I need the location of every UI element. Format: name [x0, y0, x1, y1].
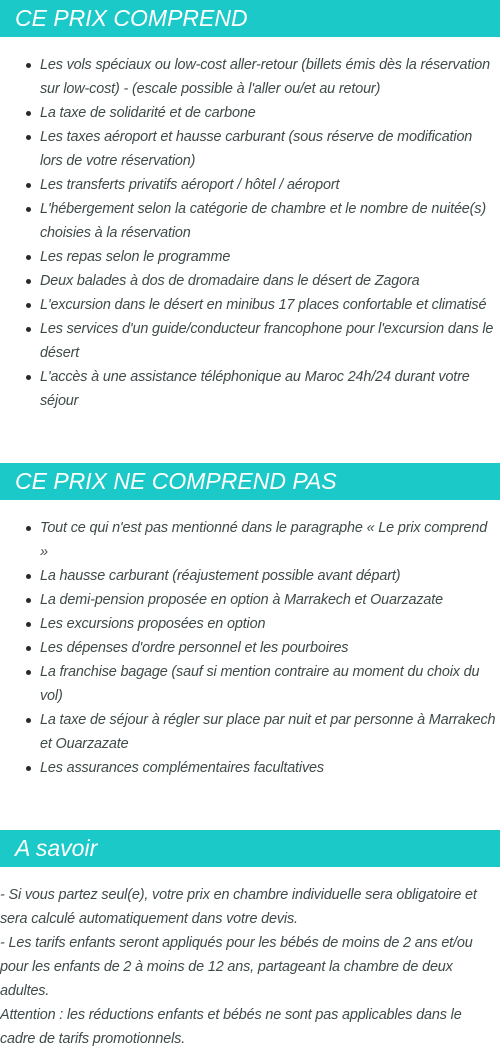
bullet-icon — [26, 718, 31, 723]
bullet-icon — [26, 255, 31, 260]
list-item-text: Les assurances complémentaires facultatives — [40, 760, 324, 776]
list-item-text: Les transferts privatifs aéroport / hôtel / aéroport — [40, 177, 340, 193]
list-item — [0, 612, 500, 636]
list-item — [0, 317, 500, 365]
bullet-icon — [26, 303, 31, 308]
bullet-icon — [26, 574, 31, 579]
list-item — [0, 588, 500, 612]
list-item — [0, 197, 500, 245]
list-item — [0, 293, 500, 317]
list-item — [0, 53, 500, 101]
list-item — [0, 564, 500, 588]
section-title-good-to-know: A savoir — [0, 830, 500, 867]
list-item-text: Les vols spéciaux ou low-cost aller-retour (billets émis dès la réservation sur low-cost) - (escale possible à l'aller ou/et au retour) — [40, 57, 490, 97]
list-item — [0, 101, 500, 125]
section-title-price-includes: CE PRIX COMPREND — [0, 0, 500, 37]
list-item — [0, 365, 500, 413]
bullet-icon — [26, 327, 31, 332]
list-item-text: Les excursions proposées en option — [40, 616, 266, 632]
list-item-text: L'excursion dans le désert en minibus 17 places confortable et climatisé — [40, 297, 487, 313]
list-item-text: Tout ce qui n'est pas mentionné dans le paragraphe « Le prix comprend » — [40, 520, 488, 560]
info-paragraph: - Les tarifs enfants seront appliqués pour les bébés de moins de 2 ans et/ou pour les enfants de 2 à moins de 12 ans, partageant la chambre de deux adultes. — [0, 935, 473, 999]
list-item-text: Les dépenses d'ordre personnel et les pourboires — [40, 640, 349, 656]
bullet-icon — [26, 526, 31, 531]
list-item-text: La taxe de séjour à régler sur place par nuit et par personne à Marrakech et Ouarzazate — [40, 712, 496, 752]
list-item-text: L'accès à une assistance téléphonique au Maroc 24h/24 durant votre séjour — [40, 369, 470, 409]
bullet-icon — [26, 646, 31, 651]
list-item-text: Les taxes aéroport et hausse carburant (sous réserve de modification lors de votre réservation) — [40, 129, 473, 169]
list-item — [0, 245, 500, 269]
bullet-icon — [26, 183, 31, 188]
info-paragraph: - Si vous partez seul(e), votre prix en chambre individuelle sera obligatoire et sera calculé automatiquement dans votre devis. — [0, 887, 477, 927]
bullet-icon — [26, 375, 31, 380]
bullet-icon — [26, 279, 31, 284]
list-item — [0, 516, 500, 564]
list-item — [0, 125, 500, 173]
bullet-icon — [26, 135, 31, 140]
list-item-text: La hausse carburant (réajustement possible avant départ) — [40, 568, 401, 584]
bullet-icon — [26, 766, 31, 771]
list-item — [0, 636, 500, 660]
bullet-icon — [26, 63, 31, 68]
list-item-text: L'hébergement selon la catégorie de chambre et le nombre de nuitée(s) choisies à la réservation — [40, 201, 486, 241]
price-excludes-section — [0, 463, 500, 780]
good-to-know-section — [0, 830, 500, 1051]
list-item — [0, 173, 500, 197]
section-title-price-excludes: CE PRIX NE COMPREND PAS — [0, 463, 500, 500]
list-item-text: Les repas selon le programme — [40, 249, 231, 265]
bullet-icon — [26, 111, 31, 116]
bullet-icon — [26, 598, 31, 603]
list-item — [0, 708, 500, 756]
price-includes-list — [0, 53, 500, 413]
list-item — [0, 269, 500, 293]
price-excludes-list — [0, 516, 500, 780]
list-item-text: La franchise bagage (sauf si mention contraire au moment du choix du vol) — [40, 664, 480, 704]
list-item — [0, 660, 500, 708]
info-paragraph: Attention : les réductions enfants et bébés ne sont pas applicables dans le cadre de tarifs promotionnels. — [0, 1007, 462, 1047]
list-item-text: Les services d'un guide/conducteur francophone pour l'excursion dans le désert — [40, 321, 494, 361]
bullet-icon — [26, 207, 31, 212]
list-item-text: Deux balades à dos de dromadaire dans le désert de Zagora — [40, 273, 420, 289]
price-includes-section — [0, 0, 500, 413]
bullet-icon — [26, 622, 31, 627]
list-item-text: La demi-pension proposée en option à Marrakech et Ouarzazate — [40, 592, 443, 608]
list-item — [0, 756, 500, 780]
list-item-text: La taxe de solidarité et de carbone — [40, 105, 256, 121]
bullet-icon — [26, 670, 31, 675]
good-to-know-body — [0, 883, 500, 1051]
